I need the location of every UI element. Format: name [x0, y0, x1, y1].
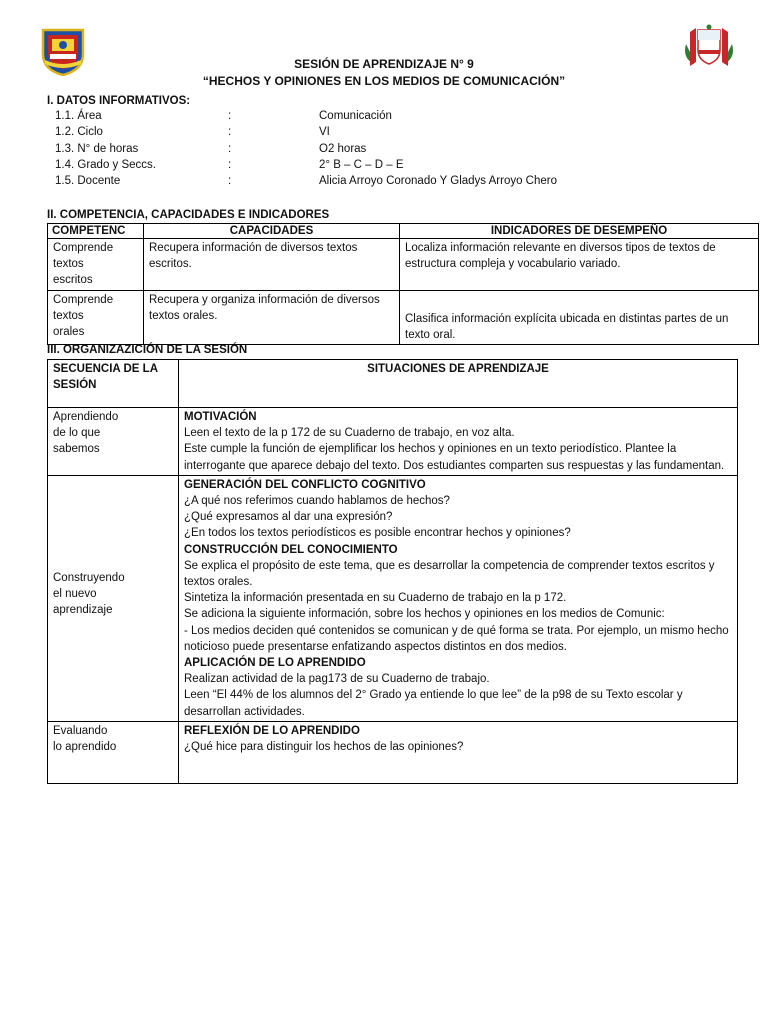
section-heading-competencias: II. COMPETENCIA, CAPACIDADES E INDICADORES [47, 209, 330, 221]
aplicacion-title: APLICACIÓN DE LO APRENDIDO [184, 657, 366, 670]
datos-row [55, 159, 557, 175]
indicador-text: Clasifica información explícita ubicada en distintas partes de un texto oral. [405, 312, 729, 341]
datos-colon: : [228, 175, 232, 188]
datos-value: Comunicación [319, 110, 392, 122]
secuencia-cell: Evaluando lo aprendido [48, 721, 179, 783]
session-subtitle: “HECHOS Y OPINIONES EN LOS MEDIOS DE COMUNICACIÓN” [202, 74, 566, 88]
datos-row [55, 175, 557, 191]
column-header: SITUACIONES DE APRENDIZAJE [179, 360, 738, 408]
session-title: SESIÓN DE APRENDIZAJE N° 9 [294, 57, 474, 71]
secuencia-cell: Aprendiendo de lo que sabemos [48, 408, 179, 476]
datos-label: 1.1. Área [55, 110, 102, 122]
table-header-row [48, 224, 759, 239]
datos-colon: : [228, 158, 232, 171]
table-row [48, 408, 738, 476]
column-header: COMPETENC [48, 224, 144, 239]
secuencia-text: Construyendo el nuevo aprendizaje [53, 572, 125, 617]
datos-colon: : [228, 126, 232, 139]
situacion-cell [179, 475, 738, 721]
column-header: INDICADORES DE DESEMPEÑO [400, 224, 759, 239]
reflexion-text: ¿Qué hice para distinguir los hechos de las opiniones? [184, 741, 464, 754]
datos-label: 1.5. Docente [55, 175, 121, 188]
table-header-row [48, 360, 738, 408]
secuencia-cell [48, 475, 179, 721]
indicador-cell: Localiza información relevante en diversos tipos de textos de estructura compleja y vocabulario variado. [400, 239, 759, 291]
column-header: CAPACIDADES [144, 224, 400, 239]
organizacion-table [47, 359, 738, 784]
table-row [48, 291, 759, 345]
competencia-cell: Comprende textos orales [48, 291, 144, 345]
datos-colon: : [228, 110, 232, 122]
datos-label: 1.3. N° de horas [55, 142, 139, 155]
datos-value: 2° B – C – D – E [319, 158, 404, 171]
datos-value: Alicia Arroyo Coronado Y Gladys Arroyo Chero [319, 175, 558, 188]
datos-row [55, 126, 557, 142]
datos-value: VI [319, 126, 330, 139]
datos-row [55, 110, 557, 126]
indicador-cell [400, 291, 759, 345]
table-row [48, 475, 738, 721]
competencia-cell: Comprende textos escritos [48, 239, 144, 291]
datos-row [55, 143, 557, 159]
motivacion-text: Leen el texto de la p 172 de su Cuaderno de trabajo, en voz alta. Este cumple la función de ejemplificar los hechos y opiniones en un texto periodístico. Plantee la interrogante que aparece debajo del texto. Dos estudiantes comparten sus respuestas y las fundamentan. [184, 427, 725, 472]
table-row [48, 721, 738, 783]
column-header: SECUENCIA DE LA SESIÓN [48, 360, 179, 408]
capacidad-cell: Recupera y organiza información de diversos textos orales. [144, 291, 400, 345]
table-row [48, 239, 759, 291]
datos-informativos-list [55, 110, 557, 191]
reflexion-title: REFLEXIÓN DE LO APRENDIDO [184, 724, 360, 737]
aplicacion-text: Realizan actividad de la pag173 de su Cuaderno de trabajo. Leen “El 44% de los alumnos del 2° Grado ya entiende lo que lee” de la p98 de su Texto escolar y desarrollan actividades. [184, 673, 683, 718]
datos-label: 1.4. Grado y Seccs. [55, 158, 156, 171]
datos-colon: : [228, 142, 232, 155]
conflicto-text: ¿A qué nos referimos cuando hablamos de hechos? ¿Qué expresamos al dar una expresión? ¿En todos los textos periodísticos es posible encontrar hechos y opiniones? [184, 495, 571, 540]
section-heading-organizacion: III. ORGANIZAZICIÓN DE LA SESIÓN [47, 344, 248, 356]
datos-value: O2 horas [319, 142, 367, 155]
construccion-title: CONSTRUCCIÓN DEL CONOCIMIENTO [184, 543, 398, 556]
section-heading-datos: I. DATOS INFORMATIVOS: [47, 95, 191, 107]
situacion-cell [179, 721, 738, 783]
competencias-table [47, 223, 759, 345]
situacion-cell [179, 408, 738, 476]
conflicto-title: GENERACIÓN DEL CONFLICTO COGNITIVO [184, 478, 426, 491]
datos-label: 1.2. Ciclo [55, 126, 103, 139]
capacidad-cell: Recupera información de diversos textos escritos. [144, 239, 400, 291]
construccion-text: Se explica el propósito de este tema, que es desarrollar la competencia de comprender textos escritos y textos orales. Sintetiza la información presentada en su Cuaderno de trabajo en la p 172. Se adiciona la siguiente información, sobre los hechos y opiniones en los medios de Comunic: - Los medios deciden qué contenidos se comunican y de qué forma se trata. Por ejemplo, un mismo hecho noticioso puede presentarse enfatizando aspectos distintos en dos medios. [184, 559, 729, 653]
motivacion-title: MOTIVACIÓN [184, 411, 257, 423]
